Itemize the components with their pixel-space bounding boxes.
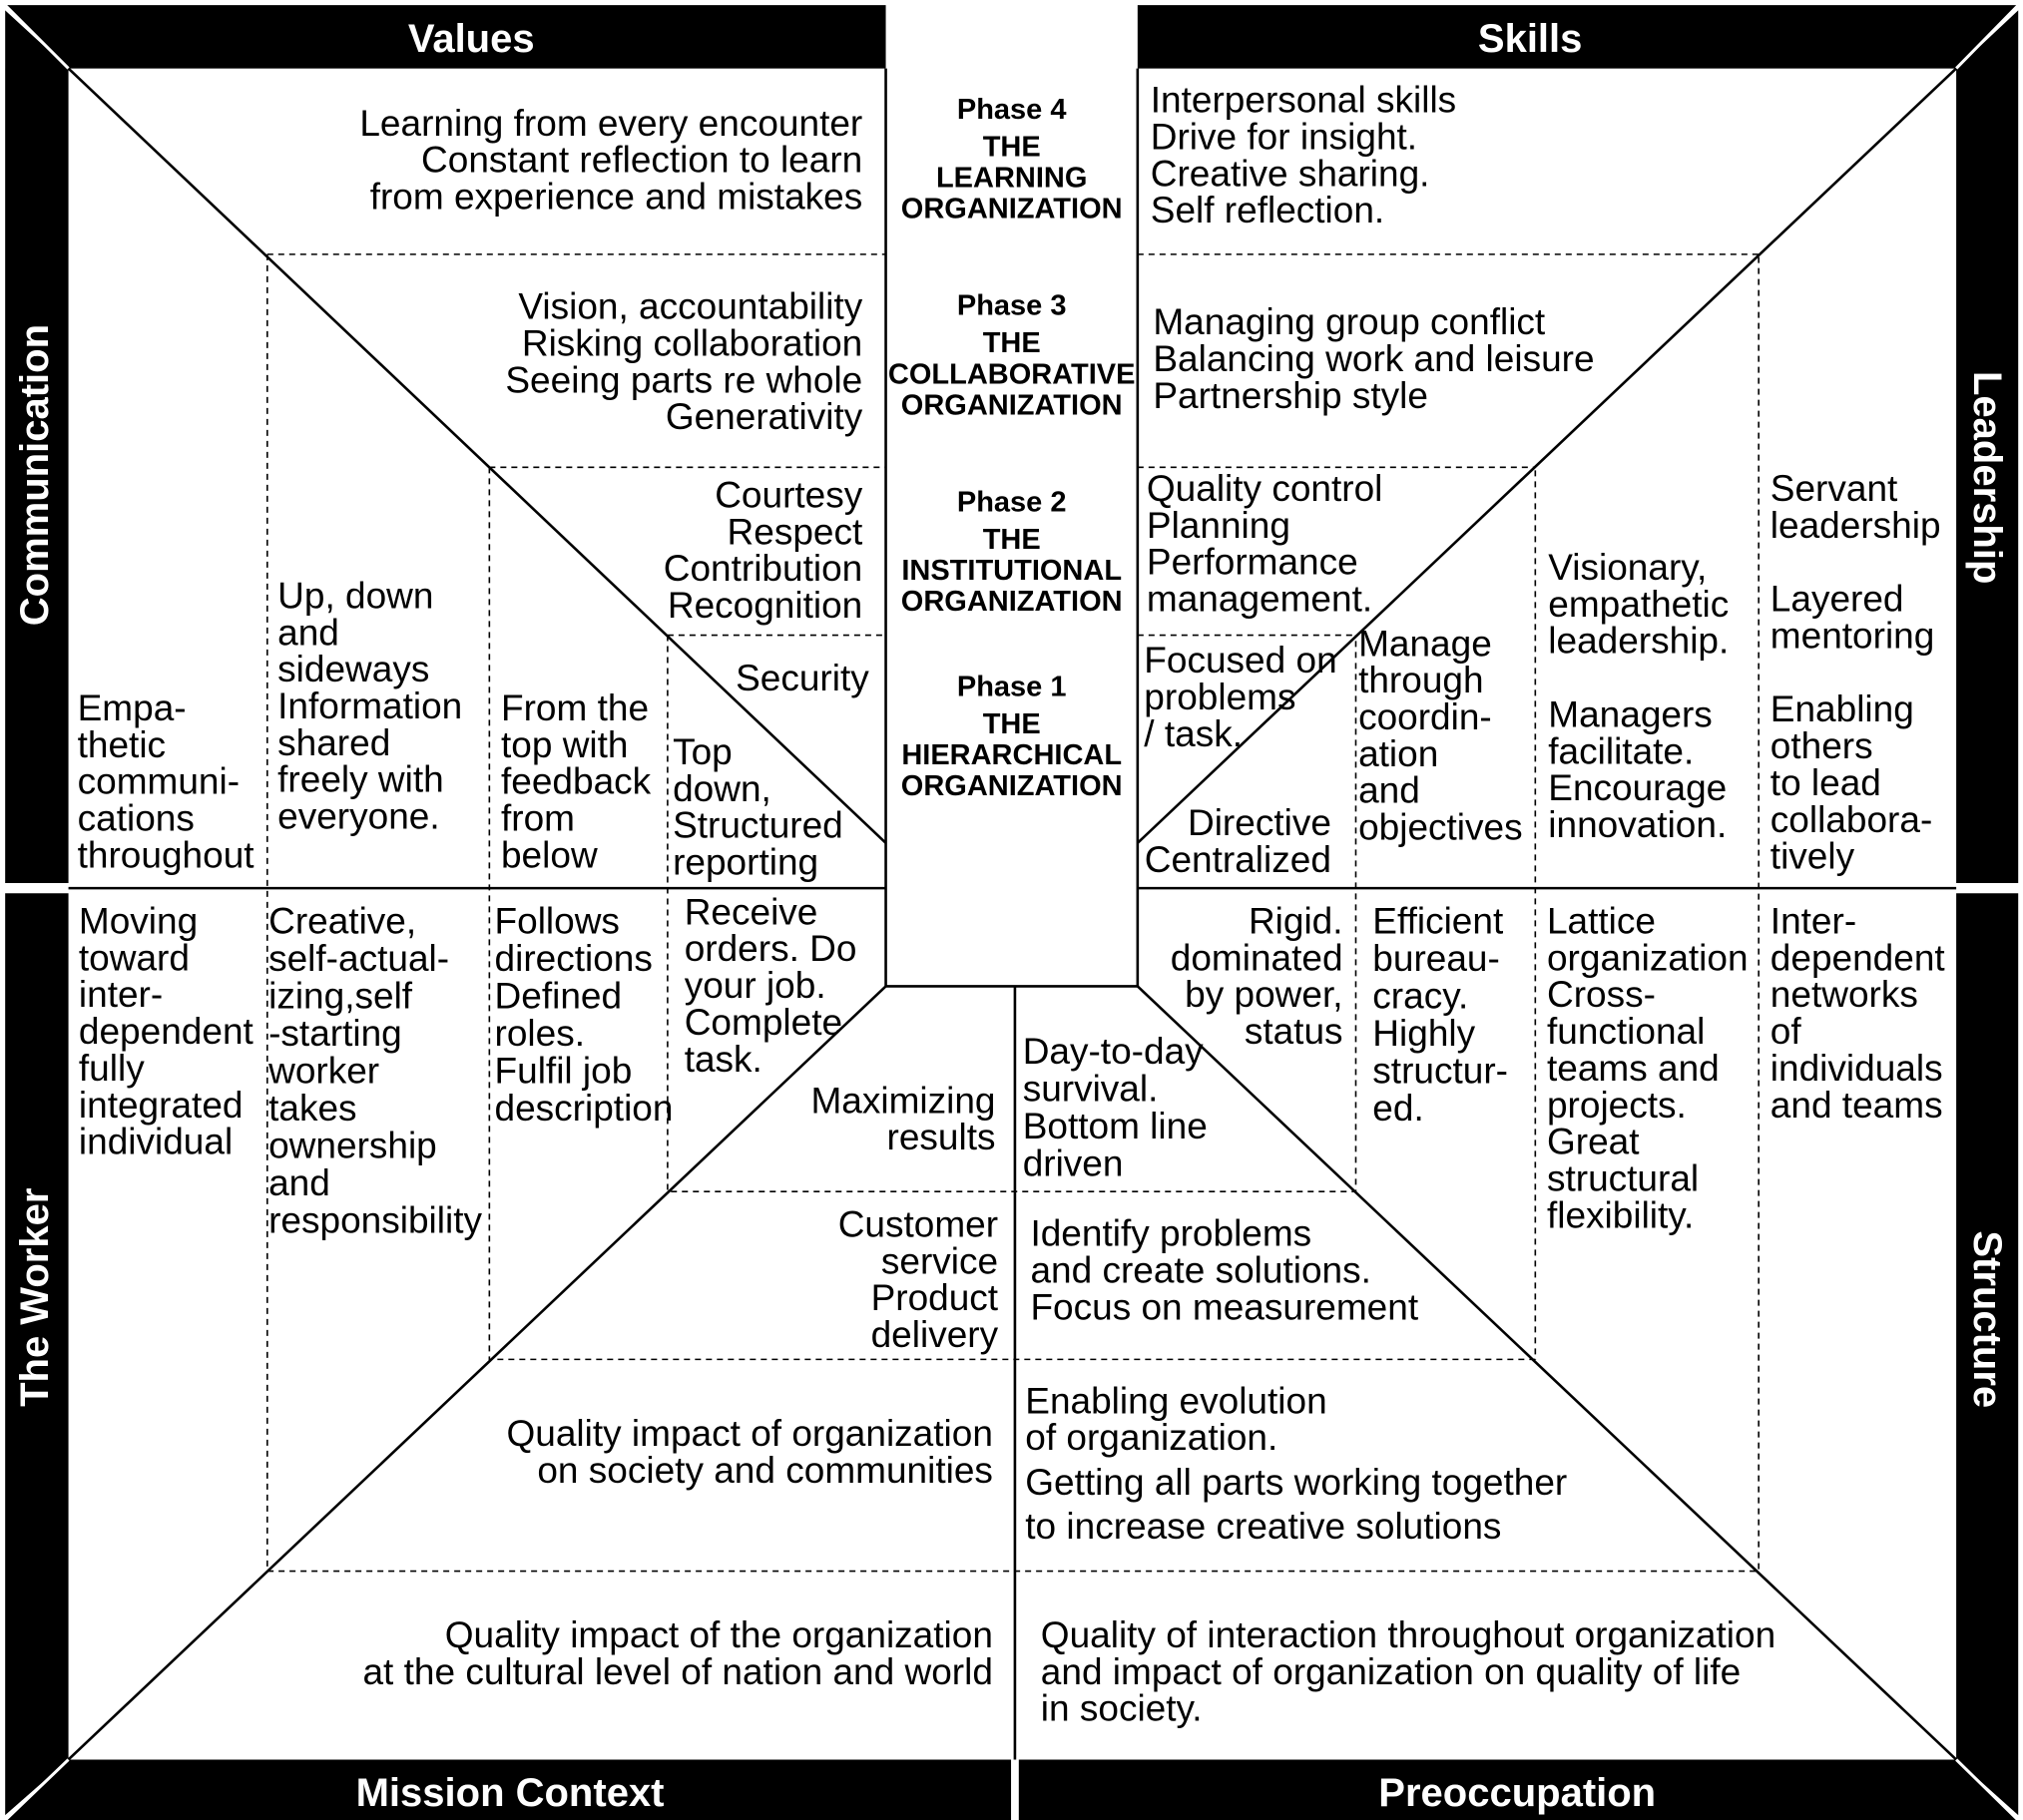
communication-phase-3-line: freely with — [277, 758, 444, 800]
structure-phase-2-line: cracy. — [1372, 975, 1469, 1017]
preoccupation-phase-4-line: in society. — [1040, 1687, 1203, 1729]
preoccupation-phase-2-line: Focus on measurement — [1030, 1286, 1419, 1328]
leadership-phase-1-line: Centralized — [1144, 838, 1331, 880]
leadership-phase-4-line: Servant — [1770, 467, 1898, 509]
skills-phase-3-line: Partnership style — [1153, 374, 1428, 416]
preoccupation-phase-4 — [1041, 1614, 1775, 1729]
structure-phase-4-line: and teams — [1770, 1084, 1943, 1126]
leadership-phase-1 — [1145, 802, 1331, 880]
worker-phase-1-line: your job. — [684, 965, 826, 1007]
skills-phase-1-line: / task. — [1144, 712, 1244, 754]
structure-phase-4-line: Inter- — [1770, 900, 1857, 942]
structure-phase-4-line: individuals — [1770, 1047, 1943, 1089]
mission-phase-1 — [810, 1080, 995, 1157]
preoccupation-phase-3-line: Enabling evolution — [1025, 1380, 1327, 1422]
communication-phase-1-line: reporting — [673, 841, 819, 883]
values-phase-4-line: Learning from every encounter — [359, 102, 863, 144]
structure-phase-4-line: dependent — [1770, 937, 1945, 979]
structure-phase-2-line: Highly — [1372, 1012, 1476, 1054]
communication-phase-3-line: everyone. — [277, 795, 440, 837]
structure-phase-1-line: dominated — [1170, 937, 1343, 979]
phase-name-line: THE — [982, 523, 1041, 556]
phase-1-title — [901, 671, 1123, 802]
skills-bar-label: Skills — [1477, 16, 1583, 61]
skills-phase-3-line: Managing group conflict — [1153, 301, 1546, 343]
worker-phase-4-line: individual — [78, 1121, 234, 1162]
mission-phase-2-line: Customer — [837, 1203, 999, 1245]
worker-phase-1 — [685, 891, 857, 1079]
preoccupation-phase-3-line: Getting all parts working together — [1025, 1462, 1568, 1504]
mission-phase-4-line: Quality impact of the organization — [444, 1613, 993, 1655]
communication-phase-2-line: top with — [500, 723, 629, 765]
values-phase-2-line: Courtesy — [715, 474, 863, 516]
structure-phase-4-line: of — [1770, 1011, 1801, 1053]
skills-phase-2-line: management. — [1146, 578, 1373, 620]
leadership-phase-2-line: through — [1358, 660, 1484, 701]
phase-label: Phase 3 — [956, 289, 1067, 322]
mission-context-bar-label: Mission Context — [355, 1771, 665, 1816]
skills-phase-4-line: Interpersonal skills — [1150, 79, 1457, 121]
phase-4-title — [901, 94, 1123, 226]
structure-phase-3 — [1547, 900, 1749, 1235]
communication-phase-3-line: shared — [277, 721, 391, 763]
communication-phase-1 — [673, 731, 843, 883]
preoccupation-phase-3-line: to increase creative solutions — [1025, 1506, 1502, 1548]
preoccupation-bar-label: Preoccupation — [1378, 1771, 1657, 1816]
leadership-phase-3-line: Encourage — [1548, 767, 1728, 809]
phase-name-line: HIERARCHICAL — [901, 738, 1123, 771]
skills-phase-4 — [1151, 80, 1456, 231]
communication-phase-3-line: and — [277, 612, 339, 654]
communication-phase-1-line: Structured — [673, 804, 843, 846]
communication-phase-4-line: Empa- — [77, 686, 187, 728]
mission-phase-3-line: Quality impact of organization — [506, 1413, 993, 1455]
skills-phase-1-line: problems — [1144, 676, 1296, 717]
values-phase-4-line: Constant reflection to learn — [421, 139, 863, 181]
communication-phase-3 — [277, 575, 462, 836]
phase-name-line: INSTITUTIONAL — [901, 554, 1123, 587]
communication-phase-3-line: Information — [277, 684, 463, 726]
skills-phase-2-line: Planning — [1146, 504, 1290, 546]
communication-phase-2-line: feedback — [500, 760, 652, 802]
values-phase-4 — [359, 103, 862, 218]
communication-phase-1-line: Top — [673, 730, 733, 772]
worker-phase-2-line: directions — [494, 937, 653, 979]
worker-phase-2-line: description — [494, 1088, 674, 1130]
phase-2-title — [901, 486, 1123, 618]
worker-phase-3 — [267, 900, 482, 1240]
communication-phase-3-line: sideways — [277, 649, 430, 690]
worker-phase-3-line: worker — [268, 1050, 380, 1092]
skills-phase-3-line: Balancing work and leisure — [1153, 337, 1595, 379]
structure-phase-3-line: projects. — [1546, 1084, 1687, 1126]
phase-name-line: ORGANIZATION — [900, 193, 1123, 226]
worker-phase-3-line: Creative, — [268, 900, 417, 942]
preoccupation-phase-1-line: driven — [1022, 1142, 1124, 1184]
worker-phase-1-line: Receive — [684, 891, 818, 933]
values-phase-3-line: Risking collaboration — [521, 322, 863, 364]
leadership-phase-1-line: Directive — [1187, 802, 1331, 844]
communication-phase-4-line: cations — [77, 797, 195, 839]
structure-phase-4 — [1770, 900, 1946, 1125]
worker-phase-1-line: orders. Do — [684, 928, 857, 970]
preoccupation-phase-3-line: of organization. — [1025, 1416, 1278, 1458]
communication-phase-1-line: down, — [673, 767, 771, 809]
the-worker-bar-label: The Worker — [12, 1187, 57, 1407]
leadership-phase-4-line: Enabling — [1770, 688, 1914, 730]
leadership-phase-3-line: empathetic — [1548, 583, 1730, 625]
preoccupation-phase-1-line: survival. — [1022, 1068, 1159, 1110]
worker-phase-4-line: dependent — [78, 1011, 253, 1053]
skills-phase-4-line: Self reflection. — [1150, 190, 1385, 231]
communication-phase-3-line: Up, down — [277, 575, 434, 617]
skills-phase-2-line: Performance — [1146, 541, 1358, 583]
values-phase-1 — [736, 658, 869, 698]
skills-phase-1-line: Focused on — [1144, 640, 1337, 682]
leadership-phase-2-line: Manage — [1358, 623, 1492, 665]
communication-phase-4 — [78, 687, 255, 875]
mission-phase-4 — [362, 1614, 992, 1692]
worker-phase-4-line: inter- — [78, 974, 164, 1016]
leadership-phase-4-line: others — [1770, 725, 1873, 767]
mission-phase-3 — [507, 1413, 993, 1491]
leadership-phase-4-line: collabora- — [1770, 798, 1933, 840]
phase-name-line: ORGANIZATION — [900, 389, 1123, 422]
worker-phase-3-line: self-actual- — [268, 937, 450, 979]
skills-phase-1 — [1144, 640, 1336, 754]
worker-phase-3-line: ownership — [268, 1125, 437, 1166]
phase-label: Phase 4 — [956, 94, 1067, 127]
preoccupation-phase-3 — [1025, 1381, 1567, 1547]
values-phase-3-line: Vision, accountability — [518, 285, 863, 327]
mission-phase-2-line: service — [880, 1240, 999, 1282]
leadership-phase-3-line: leadership. — [1548, 620, 1730, 662]
worker-phase-3-line: and — [268, 1162, 330, 1204]
mission-phase-4-line: at the cultural level of nation and world — [362, 1650, 993, 1692]
worker-phase-3-line: -starting — [268, 1012, 402, 1054]
structure-phase-1 — [1171, 900, 1343, 1052]
leadership-phase-2-line: and — [1358, 769, 1420, 811]
worker-phase-4-line: integrated — [78, 1084, 244, 1126]
leadership-phase-2 — [1358, 623, 1523, 847]
phase-name-line: THE — [982, 131, 1041, 164]
communication-phase-2-line: from — [500, 797, 575, 839]
mission-phase-2 — [838, 1203, 999, 1355]
phase-name-line: ORGANIZATION — [900, 769, 1123, 802]
worker-phase-2 — [495, 900, 674, 1129]
preoccupation-phase-1 — [1023, 1031, 1208, 1184]
leadership-phase-4-line: Layered — [1770, 578, 1904, 620]
structure-phase-3-line: Lattice — [1546, 900, 1656, 942]
values-bar-label: Values — [407, 16, 535, 61]
preoccupation-phase-4-line: and impact of organization on quality of life — [1040, 1650, 1742, 1692]
phase-name-line: COLLABORATIVE — [887, 358, 1136, 391]
phase-name-line: LEARNING — [935, 162, 1088, 195]
leadership-phase-4-line: to lead — [1770, 761, 1881, 803]
worker-phase-2-line: Follows — [494, 900, 620, 942]
values-phase-3-line: Seeing parts re whole — [505, 359, 863, 401]
values-phase-2-line: Respect — [727, 511, 863, 553]
leadership-phase-4-line: leadership — [1770, 504, 1941, 546]
structure-phase-3-line: Great — [1546, 1121, 1640, 1162]
leadership-bar-label: Leadership — [1965, 371, 2010, 585]
mission-phase-2-line: delivery — [870, 1314, 999, 1356]
leadership-phase-4-line: tively — [1770, 835, 1855, 877]
values-phase-4-line: from experience and mistakes — [369, 176, 863, 218]
structure-phase-1-line: Rigid. — [1248, 900, 1343, 942]
leadership-phase-3 — [1548, 547, 1729, 845]
communication-bar-label: Communication — [12, 324, 57, 627]
structure-phase-4-line: networks — [1770, 974, 1918, 1016]
structure-phase-1-line: by power, — [1185, 974, 1343, 1016]
leadership-phase-3-line: facilitate. — [1548, 730, 1695, 772]
leadership-phase-3-line: Visionary, — [1548, 546, 1708, 588]
mission-phase-3-line: on society and communities — [537, 1449, 993, 1491]
values-phase-1-line: Security — [736, 658, 869, 699]
leadership-phase-2-line: coordin- — [1358, 695, 1492, 737]
communication-phase-4-line: throughout — [77, 834, 254, 876]
values-phase-3 — [505, 286, 862, 438]
skills-phase-4-line: Drive for insight. — [1150, 116, 1418, 158]
communication-phase-2-line: From the — [500, 686, 650, 728]
communication-phase-2 — [501, 687, 652, 875]
values-phase-3-line: Generativity — [665, 396, 863, 438]
leadership-phase-4-line: mentoring — [1770, 615, 1935, 657]
skills-phase-2-line: Quality control — [1146, 467, 1383, 509]
leadership-phase-3-line: innovation. — [1548, 804, 1728, 846]
worker-phase-2-line: Defined — [494, 975, 623, 1017]
structure-phase-3-line: teams and — [1546, 1047, 1720, 1089]
structure-phase-1-line: status — [1244, 1011, 1343, 1053]
labels — [13, 17, 2009, 1815]
structure-phase-2-line: bureau- — [1372, 937, 1500, 979]
preoccupation-phase-2-line: Identify problems — [1030, 1212, 1312, 1254]
mission-phase-2-line: Product — [870, 1277, 999, 1319]
skills-phase-2 — [1147, 468, 1383, 620]
structure-phase-3-line: functional — [1546, 1011, 1706, 1053]
leadership-phase-2-line: ation — [1358, 732, 1439, 774]
phase-label: Phase 2 — [956, 486, 1067, 519]
phase-name-line: ORGANIZATION — [900, 585, 1123, 618]
phase-label: Phase 1 — [956, 671, 1067, 703]
skills-phase-3 — [1153, 301, 1594, 416]
worker-phase-4-line: fully — [78, 1047, 145, 1089]
worker-phase-3-line: takes — [268, 1088, 357, 1130]
mission-phase-1-line: Maximizing — [810, 1080, 996, 1122]
structure-phase-2 — [1372, 900, 1508, 1129]
structure-bar-label: Structure — [1965, 1230, 2010, 1409]
values-phase-2-line: Contribution — [663, 548, 863, 590]
values-phase-2 — [664, 474, 863, 626]
worker-phase-4-line: Moving — [78, 900, 199, 942]
worker-phase-2-line: Fulfil job — [494, 1050, 633, 1092]
preoccupation-phase-4-line: Quality of interaction throughout organization — [1040, 1613, 1776, 1655]
worker-phase-1-line: task. — [684, 1038, 762, 1080]
worker-phase-2-line: roles. — [494, 1012, 586, 1054]
leadership-phase-4 — [1770, 468, 1941, 877]
skills-phase-4-line: Creative sharing. — [1150, 153, 1430, 195]
preoccupation-phase-2-line: and create solutions. — [1030, 1249, 1371, 1291]
leadership-phase-2-line: objectives — [1358, 806, 1523, 848]
worker-phase-4-line: toward — [78, 937, 190, 979]
worker-phase-3-line: izing,self — [268, 975, 413, 1017]
structure-phase-2-line: ed. — [1372, 1088, 1424, 1130]
structure-phase-3-line: Cross- — [1546, 974, 1656, 1016]
structure-phase-2-line: Efficient — [1372, 900, 1504, 942]
preoccupation-phase-2 — [1030, 1213, 1418, 1328]
mission-phase-1-line: results — [886, 1117, 996, 1158]
preoccupation-phase-1-line: Bottom line — [1022, 1106, 1208, 1147]
phase-name-line: THE — [982, 707, 1041, 740]
phase-name-line: THE — [982, 327, 1041, 360]
worker-phase-3-line: responsibility — [268, 1199, 482, 1241]
phase-3-title — [888, 290, 1136, 422]
communication-phase-4-line: communi- — [77, 760, 241, 802]
structure-phase-3-line: structural — [1546, 1157, 1700, 1199]
structure-phase-3-line: organization — [1546, 937, 1749, 979]
preoccupation-phase-1-line: Day-to-day — [1022, 1031, 1204, 1073]
worker-phase-1-line: Complete — [684, 1001, 843, 1043]
communication-phase-4-line: thetic — [77, 723, 167, 765]
worker-phase-4 — [79, 900, 254, 1161]
leadership-phase-3-line: Managers — [1548, 693, 1713, 735]
structure-phase-3-line: flexibility. — [1546, 1194, 1695, 1236]
structure-phase-2-line: structur- — [1372, 1050, 1508, 1092]
values-phase-2-line: Recognition — [667, 585, 863, 627]
communication-phase-2-line: below — [500, 834, 598, 876]
